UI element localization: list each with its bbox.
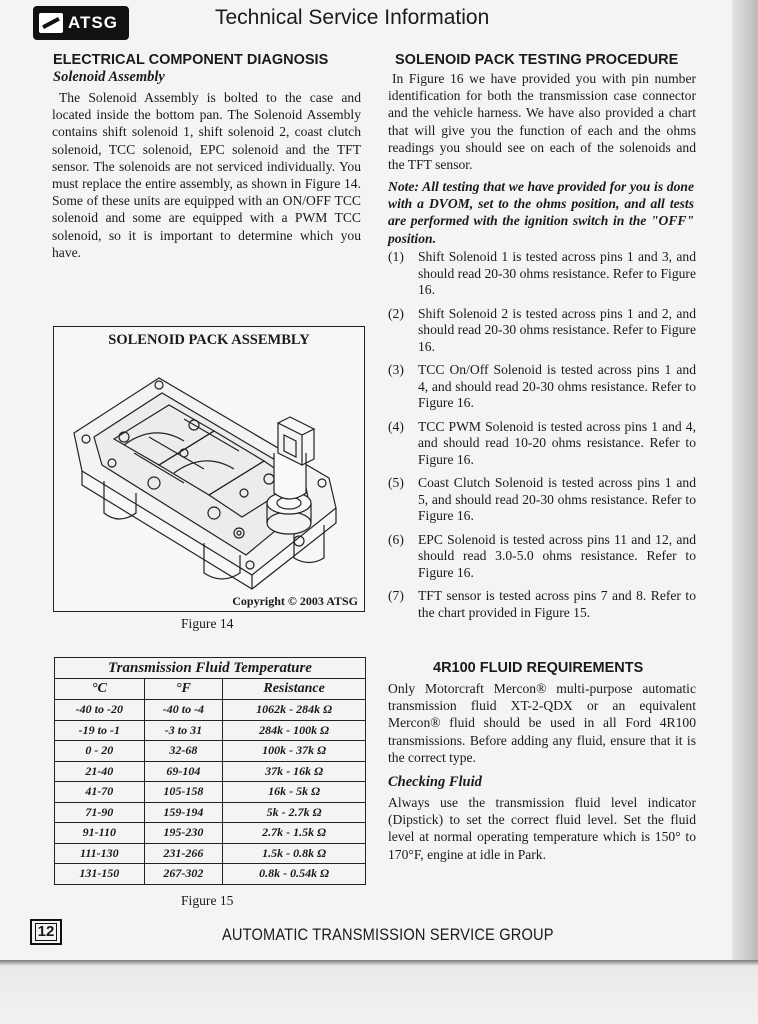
figure-copyright: Copyright © 2003 ATSG bbox=[232, 594, 358, 608]
list-item bbox=[388, 588, 696, 621]
table-row bbox=[55, 864, 366, 885]
table-cell: 69-104 bbox=[144, 761, 223, 782]
step-text: TFT sensor is tested across pins 7 and 8. Refer to the chart provided in Figure 15. bbox=[418, 588, 696, 620]
table-cell: -40 to -20 bbox=[55, 700, 145, 721]
list-item bbox=[388, 362, 696, 412]
left-body: The Solenoid Assembly is bolted to the case and located inside the bottom pan. The Solenoid Assembly contains shift solenoid 1, shift solenoid 2, coast clutch solenoid, TCC solenoid, EPC solenoid and the TFT sensor. The solenoids are not serviced individually. You must replace the entire assembly, as shown in Figure 14. Some of these units are equipped with an ON/OFF TCC solenoid and some are equipped with a PWM TCC solenoid, so it is important to determine which you have. bbox=[52, 90, 361, 260]
table-cell: 231-266 bbox=[144, 843, 223, 864]
table-cell: 0.8k - 0.54k Ω bbox=[223, 864, 366, 885]
table-cell: 2.7k - 1.5k Ω bbox=[223, 823, 366, 844]
table-cell: 1.5k - 0.8k Ω bbox=[223, 843, 366, 864]
table-row bbox=[55, 782, 366, 803]
step-number: (2) bbox=[388, 305, 404, 321]
table-row bbox=[55, 720, 366, 741]
table-cell: -19 to -1 bbox=[55, 720, 145, 741]
page-number-text: 12 bbox=[35, 923, 58, 941]
table-row bbox=[55, 843, 366, 864]
figure-14-box bbox=[53, 326, 365, 612]
test-steps-list bbox=[388, 249, 696, 628]
checking-heading: Checking Fluid bbox=[388, 774, 482, 790]
table-cell: 16k - 5k Ω bbox=[223, 782, 366, 803]
list-item bbox=[388, 306, 696, 356]
table-header-resistance: Resistance bbox=[223, 679, 366, 700]
table-cell: 284k - 100k Ω bbox=[223, 720, 366, 741]
scan-background bbox=[0, 960, 758, 1024]
list-item bbox=[388, 419, 696, 469]
step-text: TCC On/Off Solenoid is tested across pins 1 and 4, and should read 20-30 ohms resistance. Refer to Figure 16. bbox=[418, 362, 696, 410]
logo-mark-icon bbox=[39, 13, 63, 33]
right-heading: SOLENOID PACK TESTING PROCEDURE bbox=[395, 52, 679, 68]
step-text: Shift Solenoid 1 is tested across pins 1 and 3, and should read 20-30 ohms resistance. Refer to Figure 16. bbox=[418, 249, 696, 297]
step-number: (3) bbox=[388, 362, 404, 377]
table-cell: 195-230 bbox=[144, 823, 223, 844]
table-cell: -40 to -4 bbox=[144, 700, 223, 721]
fluid-temperature-table bbox=[54, 657, 366, 885]
table-cell: 1062k - 284k Ω bbox=[223, 700, 366, 721]
table-cell: 91-110 bbox=[55, 823, 145, 844]
step-text: TCC PWM Solenoid is tested across pins 1 and 4, and should read 10-20 ohms resistance. Refer to Figure 16. bbox=[418, 418, 696, 467]
page-number bbox=[30, 919, 62, 945]
table-cell: 21-40 bbox=[55, 761, 145, 782]
fluid-body: Only Motorcraft Mercon® multi-purpose automatic transmission fluid XT-2-QDX or an equivalent Mercon® fluid should be used in all Ford 4R100 transmissions. Before adding any fluid, ensure that it is the correct type. bbox=[388, 681, 696, 765]
table-row bbox=[55, 761, 366, 782]
left-subheading: Solenoid Assembly bbox=[53, 69, 165, 85]
table-cell: 105-158 bbox=[144, 782, 223, 803]
step-text: EPC Solenoid is tested across pins 11 and 12, and should read 3.0-5.0 ohms resistance. Refer to Figure 16. bbox=[418, 531, 696, 580]
logo-text: ATSG bbox=[68, 13, 118, 32]
figure-15-caption: Figure 15 bbox=[181, 893, 234, 908]
footer-text: AUTOMATIC TRANSMISSION SERVICE GROUP bbox=[222, 925, 554, 944]
testing-note: Note: All testing that we have provided for you is done with a DVOM, set to the ohms position, and all tests are performed with the ignition switch in the "OFF" position. bbox=[388, 179, 694, 246]
atsg-logo bbox=[33, 6, 129, 40]
table-cell: 100k - 37k Ω bbox=[223, 741, 366, 762]
table-cell: -3 to 31 bbox=[144, 720, 223, 741]
table-header-celsius: °C bbox=[55, 679, 145, 700]
table-cell: 111-130 bbox=[55, 843, 145, 864]
list-item bbox=[388, 249, 696, 299]
step-text: Shift Solenoid 2 is tested across pins 1 and 2, and should read 20-30 ohms resistance. Refer to Figure 16. bbox=[418, 305, 696, 354]
right-intro: In Figure 16 we have provided you with pin number identification for both the transmission case connector and the vehicle harness. We have also provided a chart that will give you the function of each and the ohms readings you should see on each of the solenoids and the TFT sensor. bbox=[388, 71, 696, 173]
table-row bbox=[55, 741, 366, 762]
step-number: (6) bbox=[388, 531, 404, 547]
table-cell: 71-90 bbox=[55, 802, 145, 823]
page-edge bbox=[732, 0, 758, 960]
list-item bbox=[388, 475, 696, 525]
table-cell: 32-68 bbox=[144, 741, 223, 762]
step-number: (1) bbox=[388, 249, 404, 264]
checking-body: Always use the transmission fluid level indicator (Dipstick) to set the correct fluid level. Set the fluid level at normal operating temperature which is 150° to 170°F, engine at idle in Park. bbox=[388, 795, 696, 862]
table-row bbox=[55, 823, 366, 844]
table-header-fahrenheit: °F bbox=[144, 679, 223, 700]
figure-title: SOLENOID PACK ASSEMBLY bbox=[108, 332, 310, 348]
table-cell: 41-70 bbox=[55, 782, 145, 803]
table-cell: 0 - 20 bbox=[55, 741, 145, 762]
step-number: (7) bbox=[388, 588, 404, 603]
step-text: Coast Clutch Solenoid is tested across pins 1 and 5, and should read 20-30 ohms resistance. Refer to Figure 16. bbox=[418, 475, 696, 523]
table-title: Transmission Fluid Temperature bbox=[55, 658, 366, 679]
fluid-heading: 4R100 FLUID REQUIREMENTS bbox=[433, 660, 644, 676]
table-cell: 267-302 bbox=[144, 864, 223, 885]
left-heading: ELECTRICAL COMPONENT DIAGNOSIS bbox=[53, 52, 329, 68]
page-title: Technical Service Information bbox=[215, 6, 490, 29]
figure-14-caption: Figure 14 bbox=[181, 616, 234, 631]
table-cell: 131-150 bbox=[55, 864, 145, 885]
table-row bbox=[55, 700, 366, 721]
table-cell: 37k - 16k Ω bbox=[223, 761, 366, 782]
table-cell: 159-194 bbox=[144, 802, 223, 823]
step-number: (5) bbox=[388, 475, 404, 490]
solenoid-pack-illustration bbox=[64, 353, 354, 598]
step-number: (4) bbox=[388, 418, 404, 434]
table-row bbox=[55, 802, 366, 823]
list-item bbox=[388, 532, 696, 582]
table-cell: 5k - 2.7k Ω bbox=[223, 802, 366, 823]
